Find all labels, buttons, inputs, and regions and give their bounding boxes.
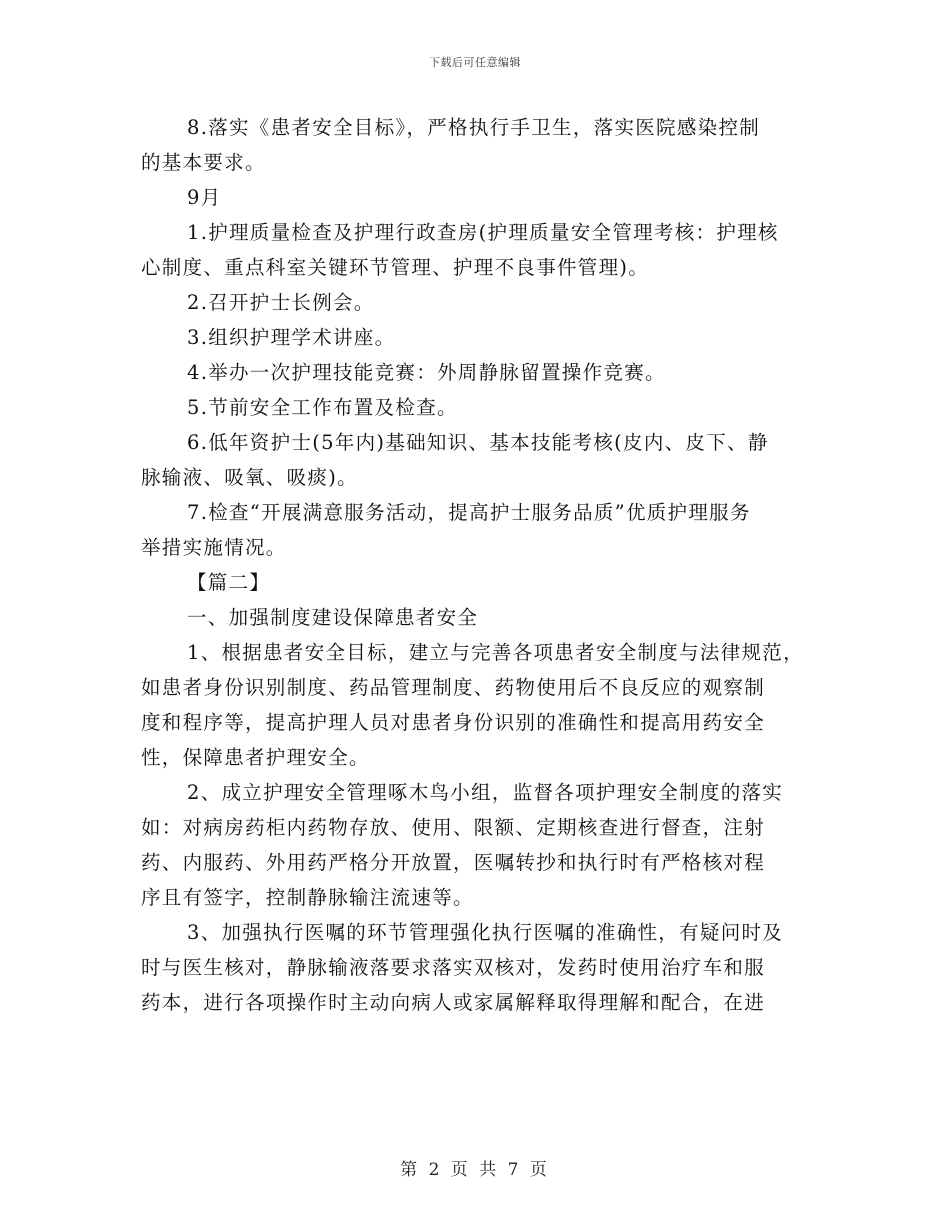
text-line: 一、加强制度建设保障患者安全	[187, 606, 479, 629]
paragraph	[141, 775, 821, 915]
text-line: 9月	[187, 186, 222, 209]
text-line: 的基本要求。	[141, 151, 266, 174]
paragraph	[141, 495, 821, 565]
document-body	[141, 110, 821, 1020]
text-line: 7.检查“开展满意服务活动，提高护士服务品质”优质护理服务	[187, 501, 751, 524]
text-line: 度和程序等，提高护理人员对患者身份识别的准确性和提高用药安全	[141, 711, 766, 734]
paragraph	[141, 110, 821, 180]
text-line: 举措实施情况。	[141, 536, 287, 559]
text-line: 如患者身份识别制度、药品管理制度、药物使用后不良反应的观察制	[141, 676, 766, 699]
paragraph	[141, 425, 821, 495]
paragraph	[141, 355, 821, 390]
section-heading	[141, 565, 821, 600]
text-line: 性，保障患者护理安全。	[141, 746, 370, 769]
text-line: 2、成立护理安全管理啄木鸟小组，监督各项护理安全制度的落实	[187, 781, 784, 804]
paragraph	[141, 320, 821, 355]
paragraph	[141, 635, 821, 775]
text-line: 药、内服药、外用药严格分开放置，医嘱转抄和执行时有严格核对程	[141, 851, 766, 874]
subsection-heading	[141, 600, 821, 635]
text-line: 5.节前安全工作布置及检查。	[187, 396, 458, 419]
text-line: 【篇二】	[187, 571, 271, 594]
text-line: 心制度、重点科室关键环节管理、护理不良事件管理)。	[141, 256, 650, 279]
text-line: 1、根据患者安全目标，建立与完善各项患者安全制度与法律规范，	[187, 641, 804, 664]
text-line: 1.护理质量检查及护理行政查房(护理质量安全管理考核：护理核	[187, 221, 779, 244]
text-line: 序且有签字，控制静脉输注流速等。	[141, 886, 474, 909]
paragraph	[141, 215, 821, 285]
page-header: 下载后可任意编辑	[429, 56, 521, 69]
text-line: 药本，进行各项操作时主动向病人或家属解释取得理解和配合，在进	[141, 991, 766, 1014]
text-line: 4.举办一次护理技能竞赛：外周静脉留置操作竞赛。	[187, 361, 666, 384]
page-footer: 第 2 页 共 7 页	[400, 1160, 550, 1180]
text-line: 8.落实《患者安全目标》，严格执行手卫生，落实医院感染控制	[187, 116, 761, 139]
paragraph	[141, 285, 821, 320]
text-line: 6.低年资护士(5年内)基础知识、基本技能考核(皮内、皮下、静	[187, 431, 769, 454]
paragraph	[141, 915, 821, 1020]
text-line: 3、加强执行医嘱的环节管理强化执行医嘱的准确性，有疑问时及	[187, 921, 784, 944]
text-line: 2.召开护士长例会。	[187, 291, 375, 314]
text-line: 3.组织护理学术讲座。	[187, 326, 396, 349]
text-line: 脉输液、吸氧、吸痰)。	[141, 466, 358, 489]
month-heading	[141, 180, 821, 215]
text-line: 时与医生核对，静脉输液落要求落实双核对，发药时使用治疗车和服	[141, 956, 766, 979]
paragraph	[141, 390, 821, 425]
text-line: 如：对病房药柜内药物存放、使用、限额、定期核查进行督查，注射	[141, 816, 766, 839]
